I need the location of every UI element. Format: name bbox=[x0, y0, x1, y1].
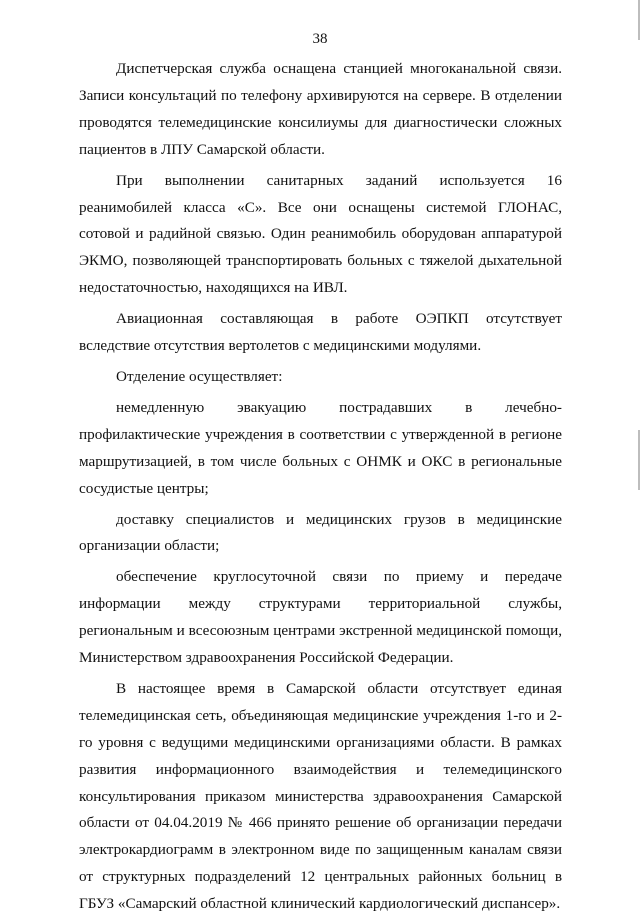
list-item-delivery: доставку специалистов и медицинских грузов в медицинские организации области; bbox=[79, 510, 562, 555]
document-body bbox=[79, 56, 562, 918]
paragraph-telemedicine: В настоящее время в Самарской области отсутствует единая телемедицинская сеть, объединяющая медицинские учреждения 1-го и 2-го уровня с ведущими медицинскими организациями области. В рамках развития информационного взаимодействия и телемедицинского консультирования приказом министерства здравоохранения Самарской области от 04.04.2019 № 466 принято решение об организации передачи электрокардиограмм в электронном виде по защищенным каналам связи от структурных подразделений 12 центральных районных больниц в ГБУЗ «Самарский областной клинический кардиологический диспансер». bbox=[79, 679, 562, 913]
list-item-communication: обеспечение круглосуточной связи по приему и передаче информации между структурами территориальной службы, региональным и всесоюзным центрами экстренной медицинской помощи, Министерством здравоохранения Российской Федерации. bbox=[79, 568, 562, 667]
paragraph-dispatch-service: Диспетчерская служба оснащена станцией многоканальной связи. Записи консультаций по телефону архивируются на сервере. В отделении проводятся телемедицинские консилиумы для диагностически сложных пациентов в ЛПУ Самарской области. bbox=[79, 60, 562, 158]
list-item-evacuation: немедленную эвакуацию пострадавших в лечебно-профилактические учреждения в соответствии с утвержденной в регионе маршрутизацией, в том числе больных с ОНМК и ОКС в региональные сосудистые центры; bbox=[79, 398, 562, 497]
paragraph-department-functions: Отделение осуществляет: bbox=[116, 367, 283, 385]
page-number: 38 bbox=[312, 31, 328, 47]
paragraph-aviation: Авиационная составляющая в работе ОЭПКП отсутствует вследствие отсутствия вертолетов с медицинскими модулями. bbox=[79, 310, 562, 355]
paragraph-ambulances: При выполнении санитарных заданий используется 16 реанимобилей класса «С». Все они оснащены системой ГЛОНАС, сотовой и радийной связью. Один реанимобиль оборудован аппаратурой ЭКМО, позволяющей транспортировать больных с тяжелой дыхательной недостаточностью, находящихся на ИВЛ. bbox=[79, 171, 562, 297]
